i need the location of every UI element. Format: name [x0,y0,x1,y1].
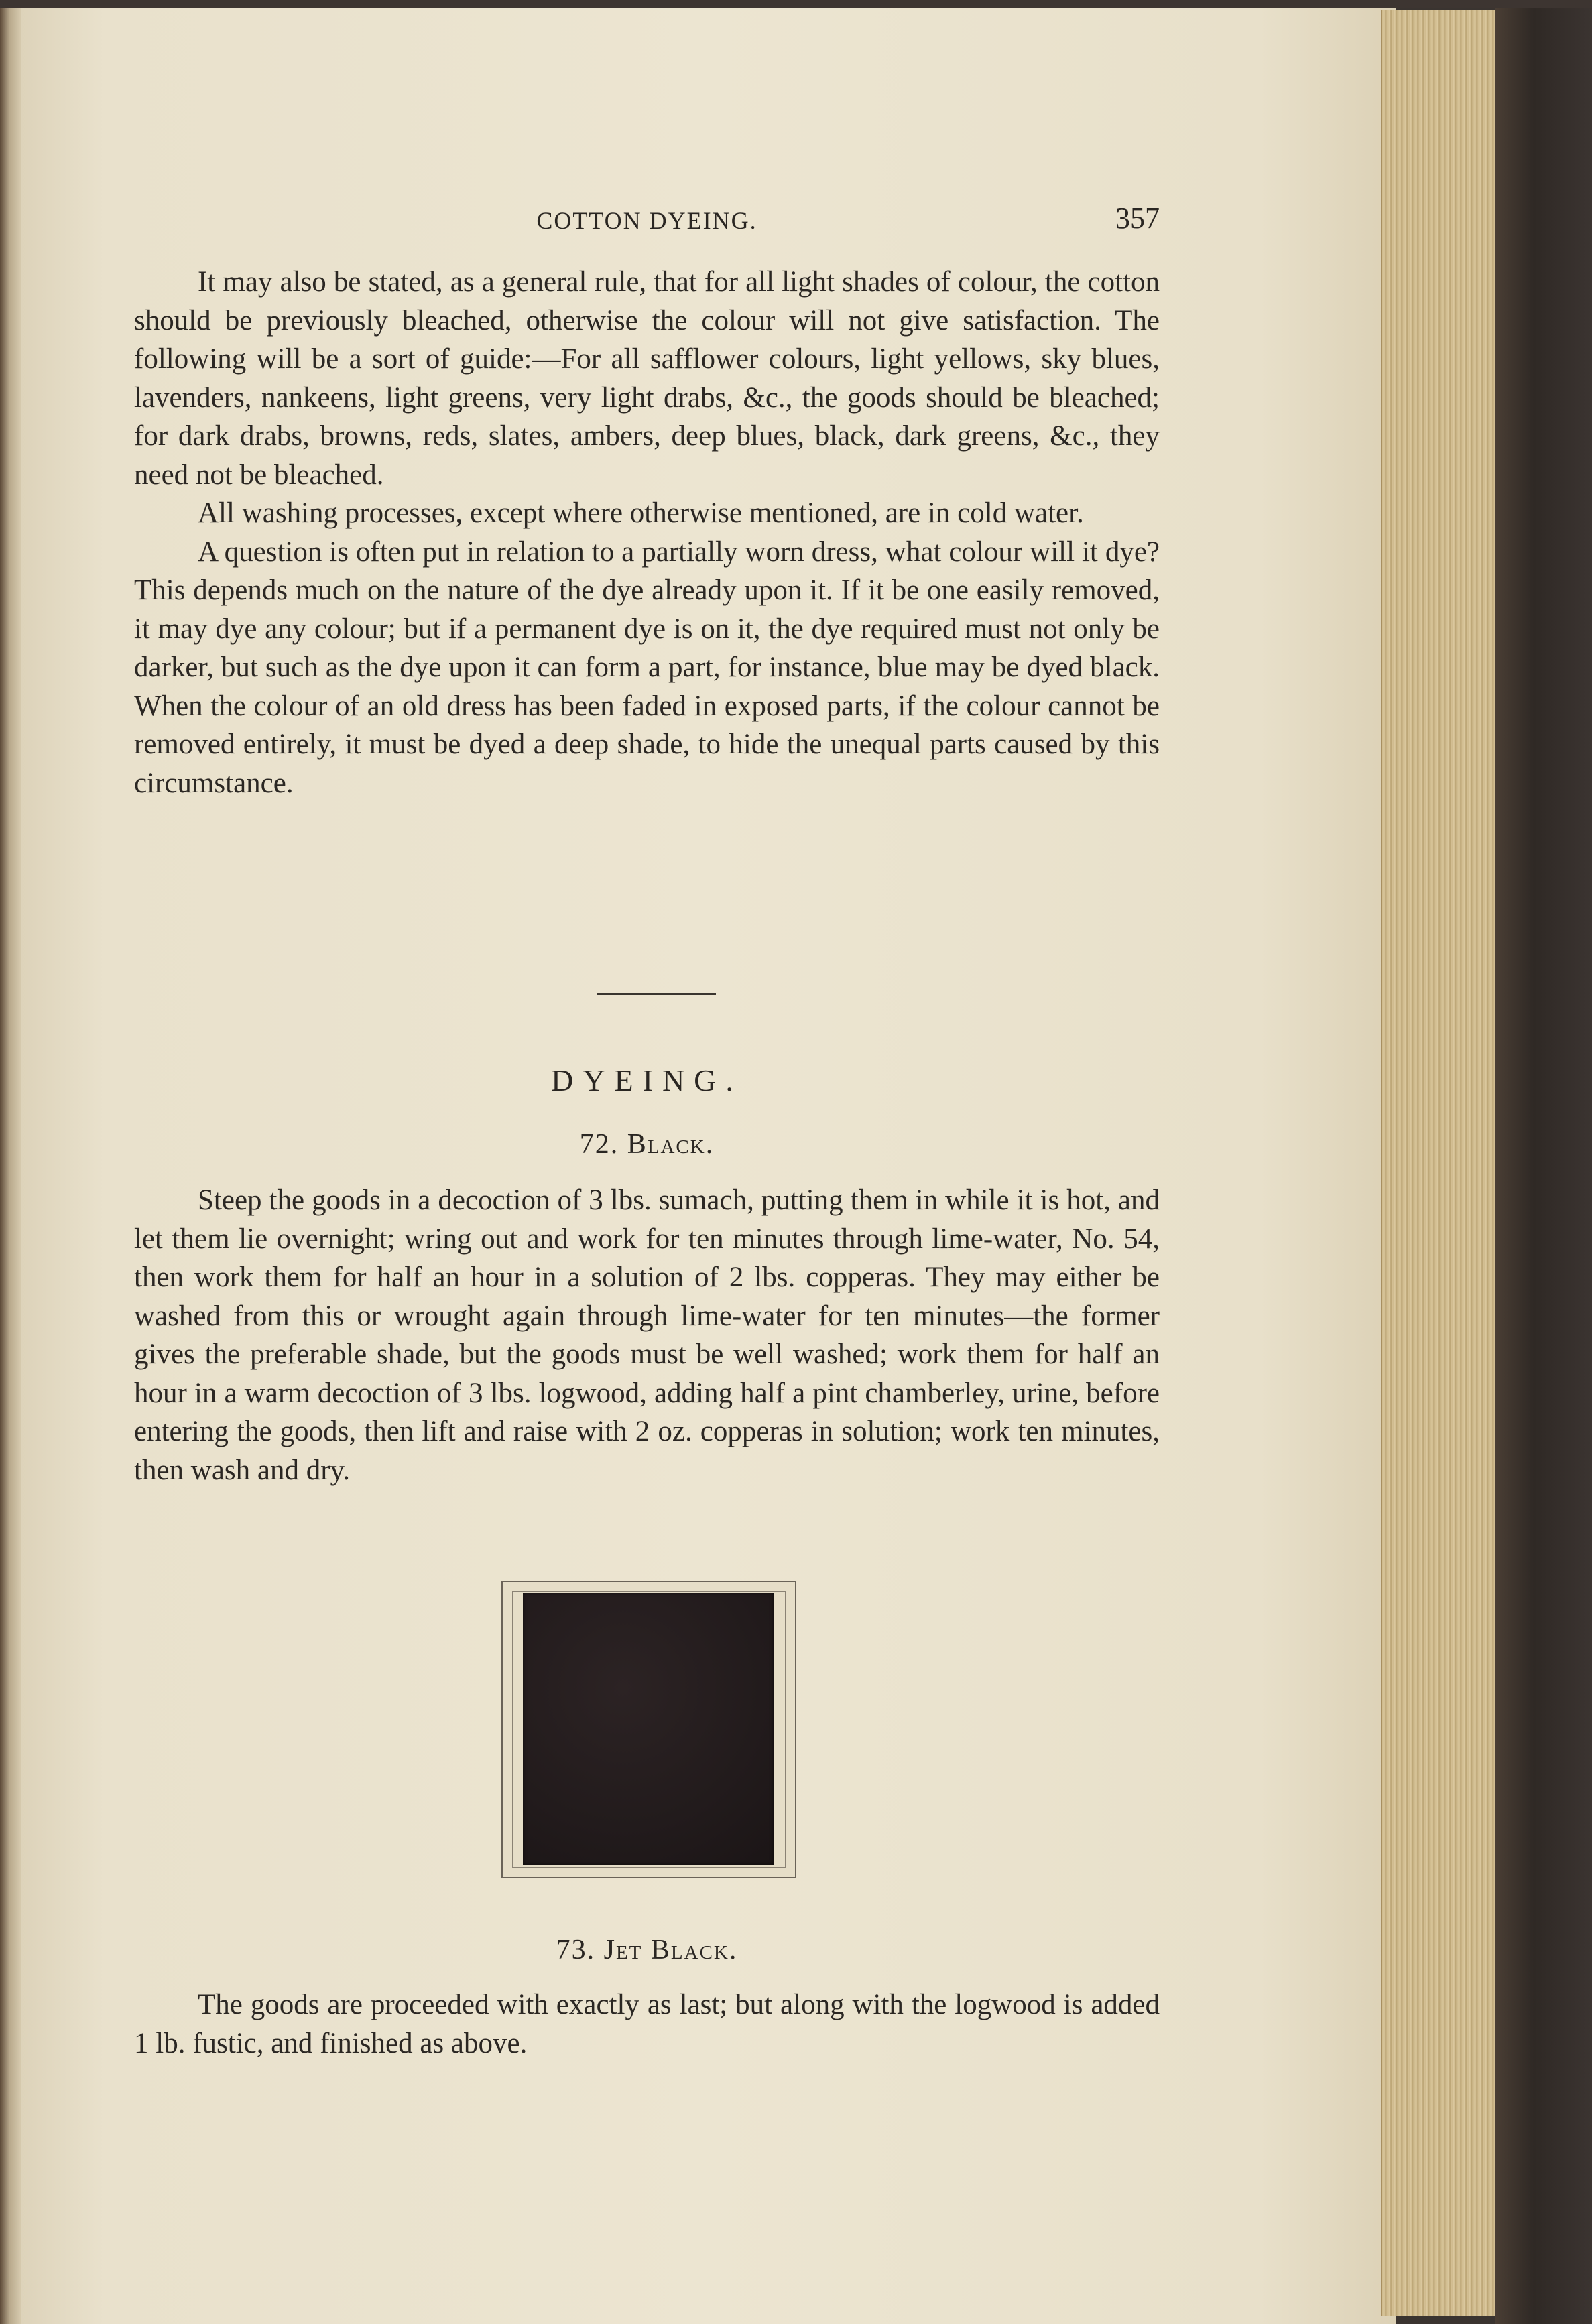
black-fabric-swatch [523,1593,774,1865]
recipe-72-body: Steep the goods in a decoction of 3 lbs. sumach, putting them in while it is hot, and let them lie overnight; wring out and work for ten minutes through lime-water, No. 54, then work them for half an hour in a solution of 2 lbs. copperas. They may either be washed from this or wrought again through lime-water for ten minutes—the former gives the preferable shade, but the goods must be well washed; work them for half an hour in a warm decoction of 3 lbs. logwood, adding half a pint chamberley, urine, before entering the goods, then lift and raise with 2 oz. copperas in solution; work ten minutes, then wash and dry. [134,1184,1160,1486]
fabric-sample-frame [501,1581,796,1878]
recipe-73-text [134,1985,1160,2063]
book-cover-top [0,0,1592,8]
running-head-title: COTTON DYEING. [536,207,757,234]
recipe-72-text [134,1181,1160,1489]
book-cover-edge [1495,0,1592,2324]
page-edges [1381,10,1496,2316]
recipe-73-heading: 73. Jet Black. [556,1935,738,1965]
page-number: 357 [1115,202,1160,235]
section-heading-dyeing: DYEING. [551,1063,743,1097]
paragraph-light-shades: It may also be stated, as a general rule, that for all light shades of colour, the cotton should be previously bleached, otherwise the colour will not give satisfaction. The following will be a sort of guide:—For all safflower colours, light yellows, sky blues, lavenders, nankeens, light greens, very light drabs, &c., the goods should be bleached; for dark drabs, browns, reds, slates, ambers, deep blues, black, dark greens, &c., they need not be bleached. [134,266,1160,491]
paragraph-worn-dress: A question is often put in relation to a partially worn dress, what colour will it dye? This depends much on the nature of the dye already upon it. If it be one easily removed, it may dye any colour; but if a permanent dye is on it, the dye required must not only be darker, but such as the dye upon it can form a part, for instance, blue may be dyed black. When the colour of an old dress has been faded in exposed parts, if the colour cannot be removed entirely, it must be dyed a deep shade, to hide the unequal parts caused by this circumstance. [134,536,1160,799]
paragraph-washing: All washing processes, except where otherwise mentioned, are in cold water. [198,497,1084,529]
recipe-73-body: The goods are proceeded with exactly as last; but along with the logwood is added 1 lb. fustic, and finished as above. [134,1989,1160,2059]
section-divider [597,993,716,995]
facing-page-edge [0,0,21,2324]
intro-text [134,263,1160,802]
recipe-72-heading: 72. Black. [579,1129,715,1160]
running-head [134,201,1160,241]
